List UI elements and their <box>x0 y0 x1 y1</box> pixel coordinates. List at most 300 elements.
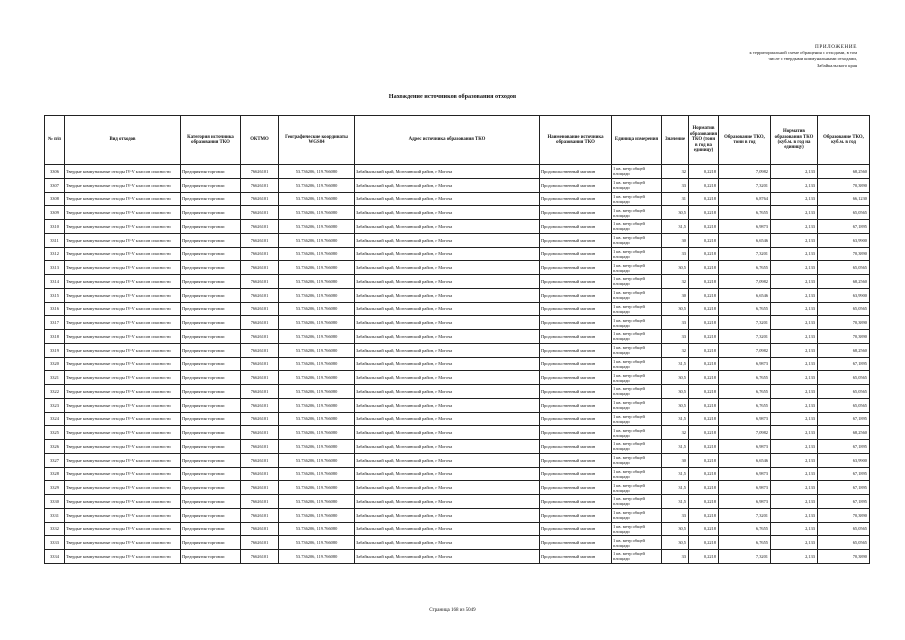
table-cell: 2,133 <box>771 398 818 412</box>
table-cell: 6,7655 <box>719 385 771 399</box>
table-cell: 1 кв. метр общей площади <box>612 412 662 426</box>
table-cell: 2,133 <box>771 508 818 522</box>
table-cell: 63,9900 <box>818 453 870 467</box>
table-row <box>45 275 870 289</box>
table-cell: Твердые коммунальные отходы IV-V классов опасности <box>65 508 181 522</box>
table-cell: 32 <box>662 343 689 357</box>
column-header: Норматив образования ТКО (тонн в год на единицу) <box>689 116 719 165</box>
table-cell: 53.736206, 119.766080 <box>279 275 355 289</box>
table-row <box>45 371 870 385</box>
table-cell: 2,133 <box>771 330 818 344</box>
table-cell: 31,5 <box>662 467 689 481</box>
table-cell: Продовольственный магазин <box>540 385 612 399</box>
table-cell: 33 <box>662 550 689 564</box>
table-cell: 6,6546 <box>719 453 771 467</box>
table-cell: 31,5 <box>662 495 689 509</box>
table-cell: 53.736206, 119.766080 <box>279 371 355 385</box>
table-cell: 2,133 <box>771 192 818 206</box>
table-cell: 53.736206, 119.766080 <box>279 440 355 454</box>
table-cell: 66,1230 <box>818 192 870 206</box>
table-cell: Предприятия торговли <box>181 343 241 357</box>
table-cell: Забайкальский край, Могочинский район, г Могоча <box>355 371 540 385</box>
table-cell: 1 кв. метр общей площади <box>612 343 662 357</box>
table-cell: 53.736206, 119.766080 <box>279 495 355 509</box>
table-cell: 30,5 <box>662 261 689 275</box>
table-cell: 1 кв. метр общей площади <box>612 385 662 399</box>
table-cell: 76626101 <box>241 330 279 344</box>
table-cell: Продовольственный магазин <box>540 522 612 536</box>
table-cell: 68,2560 <box>818 426 870 440</box>
table-cell: Забайкальский край, Могочинский район, г Могоча <box>355 550 540 564</box>
table-cell: 70,3890 <box>818 508 870 522</box>
table-cell: 2,133 <box>771 385 818 399</box>
table-cell: 76626101 <box>241 453 279 467</box>
table-cell: 32 <box>662 165 689 179</box>
table-cell: 0,2218 <box>689 302 719 316</box>
page-counter: Страница 168 из 5049 <box>429 608 476 613</box>
table-cell: Забайкальский край, Могочинский район, г Могоча <box>355 330 540 344</box>
table-cell: 1 кв. метр общей площади <box>612 481 662 495</box>
table-cell: Продовольственный магазин <box>540 357 612 371</box>
table-cell: 2,133 <box>771 371 818 385</box>
table-row <box>45 536 870 550</box>
table-cell: 53.736206, 119.766080 <box>279 206 355 220</box>
table-cell: 67,1895 <box>818 495 870 509</box>
table-cell: Продовольственный магазин <box>540 178 612 192</box>
table-cell: Продовольственный магазин <box>540 536 612 550</box>
table-cell: 6,9873 <box>719 495 771 509</box>
table-cell: 76626101 <box>241 412 279 426</box>
table-cell: 53.736206, 119.766080 <box>279 481 355 495</box>
table-cell: 1 кв. метр общей площади <box>612 288 662 302</box>
table-cell: Твердые коммунальные отходы IV-V классов опасности <box>65 495 181 509</box>
table-cell: Продовольственный магазин <box>540 220 612 234</box>
table-cell: Твердые коммунальные отходы IV-V классов опасности <box>65 398 181 412</box>
table-row <box>45 495 870 509</box>
table-cell: 76626101 <box>241 481 279 495</box>
table-cell: 0,2218 <box>689 330 719 344</box>
table-cell: 68,2560 <box>818 165 870 179</box>
column-header: ОКТМО <box>241 116 279 165</box>
table-cell: 3308 <box>45 192 65 206</box>
table-cell: 0,2218 <box>689 536 719 550</box>
table-cell: 76626101 <box>241 522 279 536</box>
table-cell: 53.736206, 119.766080 <box>279 261 355 275</box>
table-row <box>45 178 870 192</box>
table-cell: Забайкальский край, Могочинский район, г Могоча <box>355 508 540 522</box>
table-cell: 53.736206, 119.766080 <box>279 398 355 412</box>
table-cell: 3332 <box>45 522 65 536</box>
table-cell: 6,9873 <box>719 220 771 234</box>
table-cell: Продовольственный магазин <box>540 275 612 289</box>
table-cell: 31,5 <box>662 440 689 454</box>
table-cell: 53.736206, 119.766080 <box>279 330 355 344</box>
table-cell: 0,2218 <box>689 550 719 564</box>
table-cell: 53.736206, 119.766080 <box>279 412 355 426</box>
table-cell: 76626101 <box>241 426 279 440</box>
table-row <box>45 302 870 316</box>
table-body <box>45 165 870 564</box>
appendix-line: Забайкальского края <box>816 62 857 68</box>
table-cell: 6,7655 <box>719 302 771 316</box>
table-cell: 0,2218 <box>689 233 719 247</box>
table-cell: 53.736206, 119.766080 <box>279 247 355 261</box>
column-header: Географические координаты WGS84 <box>279 116 355 165</box>
table-cell: 6,6546 <box>719 233 771 247</box>
table-cell: 1 кв. метр общей площади <box>612 495 662 509</box>
table-cell: Забайкальский край, Могочинский район, г Могоча <box>355 426 540 440</box>
table-cell: 3320 <box>45 357 65 371</box>
table-cell: 3333 <box>45 536 65 550</box>
document-title: Нахождение источников образования отходов <box>388 93 517 100</box>
table-cell: 0,2218 <box>689 316 719 330</box>
table-cell: 0,2218 <box>689 385 719 399</box>
table-cell: Предприятия торговли <box>181 178 241 192</box>
table-cell: 53.736206, 119.766080 <box>279 165 355 179</box>
table-cell: Предприятия торговли <box>181 371 241 385</box>
table-cell: 0,2218 <box>689 247 719 261</box>
table-cell: Предприятия торговли <box>181 550 241 564</box>
table-cell: 70,3890 <box>818 330 870 344</box>
table-cell: 76626101 <box>241 192 279 206</box>
table-cell: Забайкальский край, Могочинский район, г Могоча <box>355 178 540 192</box>
table-cell: 1 кв. метр общей площади <box>612 316 662 330</box>
table-cell: 3327 <box>45 453 65 467</box>
table-cell: 53.736206, 119.766080 <box>279 316 355 330</box>
table-cell: 6,9873 <box>719 440 771 454</box>
table-cell: 1 кв. метр общей площади <box>612 522 662 536</box>
table-cell: 68,2560 <box>818 343 870 357</box>
table-cell: 1 кв. метр общей площади <box>612 536 662 550</box>
table-cell: Продовольственный магазин <box>540 495 612 509</box>
column-header: Категория источника образования ТКО <box>181 116 241 165</box>
table-cell: 1 кв. метр общей площади <box>612 261 662 275</box>
table-cell: Твердые коммунальные отходы IV-V классов опасности <box>65 371 181 385</box>
table-cell: Забайкальский край, Могочинский район, г Могоча <box>355 233 540 247</box>
table-cell: 53.736206, 119.766080 <box>279 385 355 399</box>
table-cell: 70,3890 <box>818 247 870 261</box>
table-cell: 3322 <box>45 385 65 399</box>
table-cell: 3331 <box>45 508 65 522</box>
table-cell: 2,133 <box>771 550 818 564</box>
column-header: Норматив образования ТКО (куб.м. в год на единицу) <box>771 116 818 165</box>
table-cell: 2,133 <box>771 206 818 220</box>
table-cell: 53.736206, 119.766080 <box>279 508 355 522</box>
table-cell: 3318 <box>45 330 65 344</box>
table-cell: 6,7655 <box>719 398 771 412</box>
table-row <box>45 550 870 564</box>
table-cell: Продовольственный магазин <box>540 508 612 522</box>
table-header-row <box>45 116 870 165</box>
table-row <box>45 343 870 357</box>
table-cell: 0,2218 <box>689 426 719 440</box>
table-cell: 30,5 <box>662 522 689 536</box>
table-cell: 63,9900 <box>818 233 870 247</box>
table-cell: 53.736206, 119.766080 <box>279 192 355 206</box>
table-cell: Предприятия торговли <box>181 165 241 179</box>
table-cell: 3325 <box>45 426 65 440</box>
table-cell: 70,3890 <box>818 550 870 564</box>
appendix-line: к территориальной схеме обращения с отходами, в том <box>749 50 857 56</box>
table-cell: 2,133 <box>771 247 818 261</box>
table-cell: 76626101 <box>241 275 279 289</box>
table-cell: 76626101 <box>241 206 279 220</box>
table-cell: Предприятия торговли <box>181 398 241 412</box>
table-cell: Твердые коммунальные отходы IV-V классов опасности <box>65 206 181 220</box>
table-cell: 53.736206, 119.766080 <box>279 453 355 467</box>
table-cell: 6,9873 <box>719 481 771 495</box>
table-cell: 76626101 <box>241 371 279 385</box>
table-row <box>45 385 870 399</box>
table-cell: Предприятия торговли <box>181 330 241 344</box>
table-cell: 0,2218 <box>689 522 719 536</box>
table-cell: Продовольственный магазин <box>540 233 612 247</box>
table-cell: Предприятия торговли <box>181 206 241 220</box>
table-row <box>45 522 870 536</box>
table-cell: Твердые коммунальные отходы IV-V классов опасности <box>65 536 181 550</box>
table-cell: 0,2218 <box>689 178 719 192</box>
table-cell: 0,2218 <box>689 165 719 179</box>
table-row <box>45 357 870 371</box>
table-cell: Предприятия торговли <box>181 357 241 371</box>
appendix-title: ПРИЛОЖЕНИЕ <box>815 44 857 50</box>
table-cell: 1 кв. метр общей площади <box>612 275 662 289</box>
table-cell: Забайкальский край, Могочинский район, г Могоча <box>355 192 540 206</box>
table-cell: 33 <box>662 316 689 330</box>
table-cell: 6,9873 <box>719 357 771 371</box>
table-cell: Твердые коммунальные отходы IV-V классов опасности <box>65 426 181 440</box>
table-cell: Забайкальский край, Могочинский район, г Могоча <box>355 440 540 454</box>
table-cell: Предприятия торговли <box>181 288 241 302</box>
table-cell: 1 кв. метр общей площади <box>612 467 662 481</box>
table-cell: 2,133 <box>771 453 818 467</box>
table-cell: 3334 <box>45 550 65 564</box>
table-cell: Продовольственный магазин <box>540 453 612 467</box>
table-cell: 6,7655 <box>719 536 771 550</box>
table-cell: 31,5 <box>662 481 689 495</box>
table-cell: 1 кв. метр общей площади <box>612 357 662 371</box>
table-cell: 1 кв. метр общей площади <box>612 508 662 522</box>
table-cell: Забайкальский край, Могочинский район, г Могоча <box>355 206 540 220</box>
table-cell: 76626101 <box>241 316 279 330</box>
table-cell: Забайкальский край, Могочинский район, г Могоча <box>355 385 540 399</box>
table-cell: 1 кв. метр общей площади <box>612 220 662 234</box>
table-cell: 2,133 <box>771 343 818 357</box>
table-cell: Продовольственный магазин <box>540 316 612 330</box>
table-cell: Продовольственный магазин <box>540 398 612 412</box>
table-cell: 3316 <box>45 302 65 316</box>
table-cell: 0,2218 <box>689 206 719 220</box>
table-cell: Предприятия торговли <box>181 453 241 467</box>
table-cell: 1 кв. метр общей площади <box>612 192 662 206</box>
table-cell: Твердые коммунальные отходы IV-V классов опасности <box>65 261 181 275</box>
table-cell: 7,3201 <box>719 316 771 330</box>
table-cell: 32 <box>662 426 689 440</box>
table-cell: 6,9873 <box>719 412 771 426</box>
table-cell: 1 кв. метр общей площади <box>612 453 662 467</box>
table-cell: 53.736206, 119.766080 <box>279 467 355 481</box>
table-row <box>45 398 870 412</box>
table-cell: 65,0565 <box>818 261 870 275</box>
table-cell: 6,7655 <box>719 206 771 220</box>
table-cell: 1 кв. метр общей площади <box>612 371 662 385</box>
waste-sources-table <box>44 115 870 564</box>
table-cell: Забайкальский край, Могочинский район, г Могоча <box>355 220 540 234</box>
table-row <box>45 453 870 467</box>
table-cell: Продовольственный магазин <box>540 302 612 316</box>
table-cell: 76626101 <box>241 385 279 399</box>
table-cell: Твердые коммунальные отходы IV-V классов опасности <box>65 302 181 316</box>
table-cell: Забайкальский край, Могочинский район, г Могоча <box>355 288 540 302</box>
table-cell: 30 <box>662 233 689 247</box>
table-cell: Твердые коммунальные отходы IV-V классов опасности <box>65 275 181 289</box>
table-cell: 76626101 <box>241 508 279 522</box>
table-cell: 53.736206, 119.766080 <box>279 233 355 247</box>
table-cell: Забайкальский край, Могочинский район, г Могоча <box>355 467 540 481</box>
table-cell: 76626101 <box>241 302 279 316</box>
table-cell: 6,7655 <box>719 371 771 385</box>
table-cell: 2,133 <box>771 178 818 192</box>
table-cell: Забайкальский край, Могочинский район, г Могоча <box>355 412 540 426</box>
column-header: Адрес источника образования ТКО <box>355 116 540 165</box>
table-row <box>45 508 870 522</box>
table-cell: Твердые коммунальные отходы IV-V классов опасности <box>65 440 181 454</box>
table-cell: 53.736206, 119.766080 <box>279 522 355 536</box>
table-row <box>45 233 870 247</box>
table-cell: Предприятия торговли <box>181 316 241 330</box>
table-cell: 7,0982 <box>719 426 771 440</box>
table-cell: Предприятия торговли <box>181 220 241 234</box>
table-row <box>45 220 870 234</box>
table-cell: Продовольственный магазин <box>540 206 612 220</box>
table-cell: Предприятия торговли <box>181 440 241 454</box>
table-cell: 65,0565 <box>818 302 870 316</box>
table-cell: Забайкальский край, Могочинский район, г Могоча <box>355 495 540 509</box>
table-cell: Забайкальский край, Могочинский район, г Могоча <box>355 165 540 179</box>
table-row <box>45 247 870 261</box>
table-cell: 31,5 <box>662 357 689 371</box>
table-cell: 3310 <box>45 220 65 234</box>
table-cell: 6,7655 <box>719 522 771 536</box>
table-cell: Забайкальский край, Могочинский район, г Могоча <box>355 275 540 289</box>
table-row <box>45 467 870 481</box>
table-cell: 33 <box>662 330 689 344</box>
table-cell: 76626101 <box>241 550 279 564</box>
table-cell: 3329 <box>45 481 65 495</box>
table-cell: Продовольственный магазин <box>540 550 612 564</box>
table-cell: Предприятия торговли <box>181 481 241 495</box>
table-cell: 2,133 <box>771 467 818 481</box>
table-cell: 1 кв. метр общей площади <box>612 178 662 192</box>
table-cell: 3323 <box>45 398 65 412</box>
table-cell: 0,2218 <box>689 495 719 509</box>
table-cell: 0,2218 <box>689 261 719 275</box>
table-cell: 3315 <box>45 288 65 302</box>
table-cell: 7,3201 <box>719 178 771 192</box>
table-cell: 7,0982 <box>719 343 771 357</box>
table-cell: Забайкальский край, Могочинский район, г Могоча <box>355 302 540 316</box>
table-cell: 31,5 <box>662 412 689 426</box>
table-cell: 3314 <box>45 275 65 289</box>
table-cell: 2,133 <box>771 302 818 316</box>
table-cell: 65,0565 <box>818 385 870 399</box>
table-cell: Твердые коммунальные отходы IV-V классов опасности <box>65 233 181 247</box>
table-cell: 33 <box>662 247 689 261</box>
column-header: № п/п <box>45 116 65 165</box>
table-cell: Предприятия торговли <box>181 302 241 316</box>
table-cell: Твердые коммунальные отходы IV-V классов опасности <box>65 178 181 192</box>
table-cell: 0,2218 <box>689 288 719 302</box>
table-cell: 1 кв. метр общей площади <box>612 550 662 564</box>
table-cell: 0,2218 <box>689 440 719 454</box>
table-cell: 76626101 <box>241 467 279 481</box>
table-row <box>45 481 870 495</box>
table-cell: 7,3201 <box>719 550 771 564</box>
table-cell: 2,133 <box>771 440 818 454</box>
table-cell: 1 кв. метр общей площади <box>612 440 662 454</box>
table-cell: Продовольственный магазин <box>540 192 612 206</box>
table-cell: 0,2218 <box>689 467 719 481</box>
table-cell: 7,0982 <box>719 165 771 179</box>
table-row <box>45 165 870 179</box>
table-cell: 76626101 <box>241 178 279 192</box>
table-cell: 65,0565 <box>818 206 870 220</box>
table-cell: 2,133 <box>771 220 818 234</box>
table-cell: 3321 <box>45 371 65 385</box>
table-cell: Предприятия торговли <box>181 508 241 522</box>
table-cell: Предприятия торговли <box>181 385 241 399</box>
table-cell: 7,3201 <box>719 508 771 522</box>
table-cell: 0,2218 <box>689 371 719 385</box>
table-cell: 3330 <box>45 495 65 509</box>
table-cell: 2,133 <box>771 412 818 426</box>
table-cell: 1 кв. метр общей площади <box>612 233 662 247</box>
table-cell: 3317 <box>45 316 65 330</box>
table-cell: 0,2218 <box>689 275 719 289</box>
table-cell: Забайкальский край, Могочинский район, г Могоча <box>355 536 540 550</box>
table-cell: 3328 <box>45 467 65 481</box>
table-cell: Продовольственный магазин <box>540 330 612 344</box>
table-cell: 76626101 <box>241 536 279 550</box>
table-cell: Забайкальский край, Могочинский район, г Могоча <box>355 522 540 536</box>
table-cell: Продовольственный магазин <box>540 247 612 261</box>
table-cell: 3311 <box>45 233 65 247</box>
table-cell: Продовольственный магазин <box>540 288 612 302</box>
table-cell: Твердые коммунальные отходы IV-V классов опасности <box>65 481 181 495</box>
table-cell: Забайкальский край, Могочинский район, г Могоча <box>355 343 540 357</box>
table-cell: Твердые коммунальные отходы IV-V классов опасности <box>65 165 181 179</box>
table-cell: 3319 <box>45 343 65 357</box>
appendix-note <box>657 44 857 69</box>
table-row <box>45 261 870 275</box>
table-cell: 33 <box>662 508 689 522</box>
table-cell: 76626101 <box>241 220 279 234</box>
table-cell: 0,2218 <box>689 398 719 412</box>
table-cell: Твердые коммунальные отходы IV-V классов опасности <box>65 288 181 302</box>
table-cell: 3312 <box>45 247 65 261</box>
table-cell: 65,0565 <box>818 371 870 385</box>
table-cell: 2,133 <box>771 316 818 330</box>
appendix-line: числе с твердыми коммунальными отходами, <box>768 56 857 62</box>
column-header: Единица измерения <box>612 116 662 165</box>
table-cell: Продовольственный магазин <box>540 371 612 385</box>
table-cell: Твердые коммунальные отходы IV-V классов опасности <box>65 343 181 357</box>
table-cell: Твердые коммунальные отходы IV-V классов опасности <box>65 357 181 371</box>
table-cell: 0,2218 <box>689 220 719 234</box>
table-cell: Забайкальский край, Могочинский район, г Могоча <box>355 398 540 412</box>
table-cell: 2,133 <box>771 275 818 289</box>
table-cell: Предприятия торговли <box>181 247 241 261</box>
